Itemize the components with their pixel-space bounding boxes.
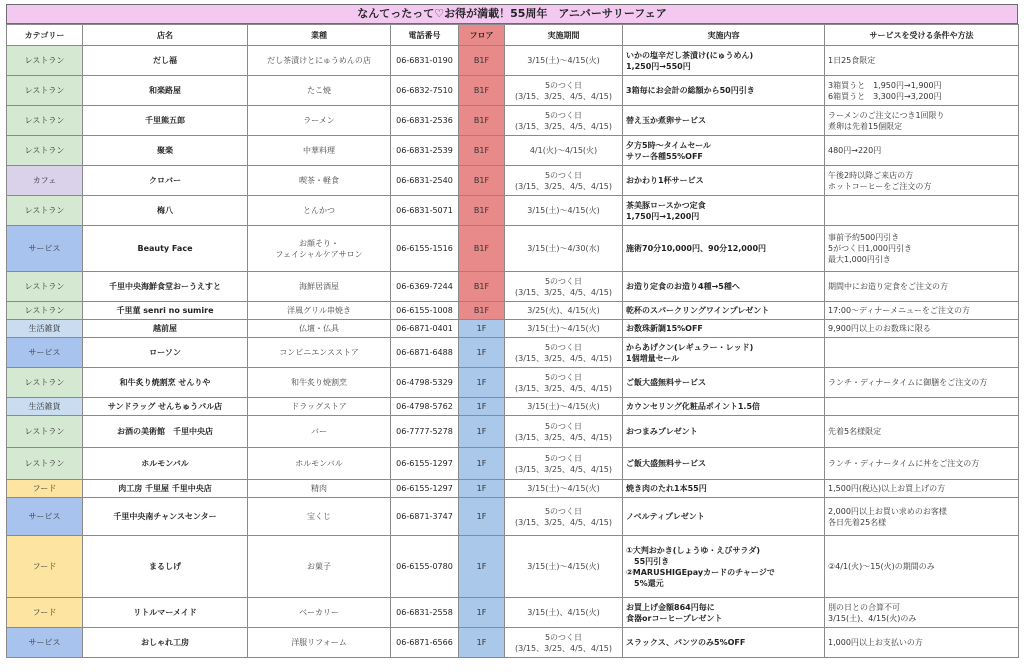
business-type-cell xyxy=(248,480,391,498)
content-cell xyxy=(623,416,825,448)
floor-cell: 1F xyxy=(459,628,505,658)
conditions-cell xyxy=(825,302,1019,320)
conditions-cell xyxy=(825,226,1019,272)
period-cell-line: 5のつく日 xyxy=(544,276,583,286)
business-type-cell xyxy=(248,196,391,226)
category-cell: カフェ xyxy=(7,166,83,196)
conditions-cell xyxy=(825,628,1019,658)
business-type-cell xyxy=(248,598,391,628)
conditions-cell-line: 480円→220円 xyxy=(828,146,882,155)
period-cell xyxy=(505,106,623,136)
table-row xyxy=(7,272,1019,302)
header-floor: フロア xyxy=(459,25,505,46)
table-row xyxy=(7,166,1019,196)
period-cell-line: (3/15、3/25、4/5、4/15) xyxy=(514,287,612,297)
shop-name-cell: だし福 xyxy=(83,46,248,76)
conditions-cell-line: 3箱買うと 1,950円→1,900円 xyxy=(828,80,942,90)
business-type-cell xyxy=(248,338,391,368)
floor-cell: B1F xyxy=(459,106,505,136)
phone-cell: 06-6832-7510 xyxy=(391,76,459,106)
conditions-cell xyxy=(825,448,1019,480)
conditions-cell-line: ランチ・ディナータイムに丼をご注文の方 xyxy=(828,459,980,468)
conditions-cell-line: 別の日との合算不可 xyxy=(828,602,900,612)
period-cell xyxy=(505,536,623,598)
conditions-cell-line: 17:00～ディナーメニューをご注文の方 xyxy=(828,306,971,315)
content-cell xyxy=(623,166,825,196)
header-period: 実施期間 xyxy=(505,25,623,46)
conditions-cell-line: 2,000円以上お買い求めのお客様 xyxy=(828,506,947,516)
period-cell-line: 3/15(土)～4/15(火) xyxy=(527,206,600,215)
category-cell: レストラン xyxy=(7,196,83,226)
header-shop-name: 店名 xyxy=(83,25,248,46)
business-type-cell-line: ラーメン xyxy=(303,116,335,125)
content-cell-line: 施術70分10,000円、90分12,000円 xyxy=(626,244,767,253)
shop-name-cell: 千里中央南チャンスセンター xyxy=(83,498,248,536)
content-cell-line: 5%還元 xyxy=(626,578,664,588)
phone-cell: 06-6831-2558 xyxy=(391,598,459,628)
shop-name-cell: 和牛炙り焼割烹 せんりや xyxy=(83,368,248,398)
phone-cell: 06-6871-6566 xyxy=(391,628,459,658)
table-row xyxy=(7,196,1019,226)
period-cell-line: (3/15、3/25、4/5、4/15) xyxy=(514,91,612,101)
conditions-cell-line: 9,900円以上のお数珠に限る xyxy=(828,324,931,333)
period-cell-line: 5のつく日 xyxy=(544,421,583,431)
floor-cell: 1F xyxy=(459,536,505,598)
phone-cell: 06-6155-1008 xyxy=(391,302,459,320)
business-type-cell-line: ホルモンバル xyxy=(295,459,343,468)
period-cell-line: (3/15、3/25、4/5、4/15) xyxy=(514,432,612,442)
shop-name-cell: おしゃれ工房 xyxy=(83,628,248,658)
conditions-cell-line: 1,500円(税込)以上お買上げの方 xyxy=(828,484,946,493)
conditions-cell xyxy=(825,46,1019,76)
table-row xyxy=(7,536,1019,598)
conditions-cell-line: 煮卵は先着15個限定 xyxy=(828,121,903,131)
period-cell xyxy=(505,272,623,302)
period-cell-line: 5のつく日 xyxy=(544,632,583,642)
content-cell xyxy=(623,46,825,76)
shop-name-cell: お酒の美術館 千里中央店 xyxy=(83,416,248,448)
category-cell: レストラン xyxy=(7,302,83,320)
content-cell xyxy=(623,76,825,106)
phone-cell: 06-6155-1297 xyxy=(391,448,459,480)
table-row xyxy=(7,628,1019,658)
floor-cell: B1F xyxy=(459,166,505,196)
business-type-cell xyxy=(248,166,391,196)
period-cell xyxy=(505,368,623,398)
shop-name-cell: クロバー xyxy=(83,166,248,196)
floor-cell: 1F xyxy=(459,598,505,628)
conditions-cell-line: 先着5名様限定 xyxy=(828,427,882,436)
shop-name-cell: 千里熊五郎 xyxy=(83,106,248,136)
content-cell xyxy=(623,498,825,536)
table-body xyxy=(7,46,1019,658)
floor-cell: B1F xyxy=(459,196,505,226)
period-cell xyxy=(505,320,623,338)
period-cell-line: 5のつく日 xyxy=(544,506,583,516)
conditions-cell-line: 1日25食限定 xyxy=(828,56,876,65)
conditions-cell-line: ランチ・ディナータイムに御膳をご注文の方 xyxy=(828,378,988,387)
business-type-cell xyxy=(248,628,391,658)
header-category: カテゴリー xyxy=(7,25,83,46)
floor-cell: 1F xyxy=(459,338,505,368)
period-cell-line: 5のつく日 xyxy=(544,80,583,90)
category-cell: レストラン xyxy=(7,416,83,448)
conditions-cell-line: 事前予約500円引き xyxy=(828,233,900,242)
content-cell-line: おつまみプレゼント xyxy=(626,427,698,436)
conditions-cell xyxy=(825,76,1019,106)
category-cell: フード xyxy=(7,480,83,498)
conditions-cell xyxy=(825,498,1019,536)
content-cell xyxy=(623,598,825,628)
phone-cell: 06-6871-3747 xyxy=(391,498,459,536)
business-type-cell xyxy=(248,76,391,106)
business-type-cell xyxy=(248,136,391,166)
category-cell: レストラン xyxy=(7,106,83,136)
category-cell: レストラン xyxy=(7,272,83,302)
period-cell-line: 3/15(土)～4/15(火) xyxy=(527,324,600,333)
period-cell-line: 3/15(土)～4/30(水) xyxy=(527,244,600,253)
content-cell xyxy=(623,302,825,320)
table-row xyxy=(7,320,1019,338)
category-cell: レストラン xyxy=(7,46,83,76)
table-row xyxy=(7,106,1019,136)
floor-cell: B1F xyxy=(459,76,505,106)
business-type-cell-line: とんかつ xyxy=(303,206,335,215)
header-conditions: サービスを受ける条件や方法 xyxy=(825,25,1019,46)
table-row xyxy=(7,368,1019,398)
period-cell xyxy=(505,76,623,106)
conditions-cell xyxy=(825,272,1019,302)
table-row xyxy=(7,416,1019,448)
conditions-cell xyxy=(825,338,1019,368)
content-cell-line: ノベルティプレゼント xyxy=(626,512,705,521)
page-title: なんてったって♡お得が満載！55周年 アニバーサリーフェア xyxy=(6,4,1018,24)
business-type-cell-line: 仏壇・仏具 xyxy=(299,324,339,333)
category-cell: サービス xyxy=(7,498,83,536)
flyer xyxy=(6,4,1018,658)
content-cell-line: お買上げ金額864円毎に xyxy=(626,602,715,612)
content-cell-line: 食器orコーヒープレゼント xyxy=(626,613,723,623)
content-cell-line: お造り定食のお造り4種→5種へ xyxy=(626,282,740,291)
period-cell-line: 5のつく日 xyxy=(544,372,583,382)
category-cell: レストラン xyxy=(7,448,83,480)
period-cell-line: 3/15(土)～4/15(火) xyxy=(527,56,600,65)
period-cell xyxy=(505,166,623,196)
content-cell xyxy=(623,448,825,480)
phone-cell: 06-6155-0780 xyxy=(391,536,459,598)
category-cell: サービス xyxy=(7,226,83,272)
shop-name-cell: 越前屋 xyxy=(83,320,248,338)
period-cell-line: 3/15(土)～4/15(火) xyxy=(527,562,600,571)
period-cell xyxy=(505,302,623,320)
conditions-cell-line: 5がつく日1,000円引き xyxy=(828,244,912,253)
business-type-cell xyxy=(248,536,391,598)
table-row xyxy=(7,598,1019,628)
content-cell-line: いかの塩辛だし茶漬け(にゅうめん) xyxy=(626,50,754,60)
period-cell-line: (3/15、3/25、4/5、4/15) xyxy=(514,517,612,527)
table-row xyxy=(7,136,1019,166)
conditions-cell xyxy=(825,480,1019,498)
table-row xyxy=(7,480,1019,498)
content-cell xyxy=(623,320,825,338)
conditions-cell xyxy=(825,598,1019,628)
phone-cell: 06-6831-2536 xyxy=(391,106,459,136)
shop-name-cell: まるしげ xyxy=(83,536,248,598)
period-cell xyxy=(505,46,623,76)
table-row xyxy=(7,448,1019,480)
content-cell-line: 3箱毎にお会計の総額から50円引き xyxy=(626,86,755,95)
conditions-cell-line: 最大1,000円引き xyxy=(828,255,891,264)
business-type-cell-line: 和牛炙り焼割烹 xyxy=(291,378,347,387)
floor-cell: 1F xyxy=(459,416,505,448)
business-type-cell-line: コンビニエンスストア xyxy=(279,348,359,357)
category-cell: レストラン xyxy=(7,136,83,166)
shop-name-cell: ローソン xyxy=(83,338,248,368)
period-cell-line: 5のつく日 xyxy=(544,110,583,120)
table-row xyxy=(7,398,1019,416)
business-type-cell-line: お菓子 xyxy=(307,562,331,571)
content-cell-line: ①大判おかき(しょうゆ・えびサラダ) xyxy=(626,545,761,555)
business-type-cell-line: 海鮮居酒屋 xyxy=(299,282,339,291)
phone-cell: 06-6871-0401 xyxy=(391,320,459,338)
floor-cell: 1F xyxy=(459,320,505,338)
phone-cell: 06-6369-7244 xyxy=(391,272,459,302)
business-type-cell-line: だし茶漬けとにゅうめんの店 xyxy=(267,56,371,65)
phone-cell: 06-4798-5762 xyxy=(391,398,459,416)
period-cell xyxy=(505,416,623,448)
business-type-cell-line: フェイシャルケアサロン xyxy=(275,249,363,259)
phone-cell: 06-6871-6488 xyxy=(391,338,459,368)
period-cell xyxy=(505,136,623,166)
business-type-cell xyxy=(248,448,391,480)
period-cell-line: 3/25(火)、4/15(火) xyxy=(527,306,600,315)
shop-table xyxy=(6,24,1019,658)
category-cell: レストラン xyxy=(7,76,83,106)
content-cell xyxy=(623,398,825,416)
period-cell-line: 3/15(土)～4/15(火) xyxy=(527,402,600,411)
table-header-row xyxy=(7,25,1019,46)
conditions-cell xyxy=(825,196,1019,226)
content-cell-line: 1,750円→1,200円 xyxy=(626,211,700,221)
phone-cell: 06-6831-0190 xyxy=(391,46,459,76)
conditions-cell xyxy=(825,320,1019,338)
content-cell-line: お数珠新調15%OFF xyxy=(626,324,703,333)
content-cell-line: 1,250円→550円 xyxy=(626,61,691,71)
business-type-cell xyxy=(248,226,391,272)
business-type-cell-line: ドラッグストア xyxy=(291,402,347,411)
phone-cell: 06-6831-2539 xyxy=(391,136,459,166)
business-type-cell xyxy=(248,398,391,416)
conditions-cell xyxy=(825,136,1019,166)
phone-cell: 06-4798-5329 xyxy=(391,368,459,398)
period-cell-line: (3/15、3/25、4/5、4/15) xyxy=(514,383,612,393)
business-type-cell xyxy=(248,302,391,320)
period-cell xyxy=(505,628,623,658)
shop-name-cell: サンドラッグ せんちゅうパル店 xyxy=(83,398,248,416)
conditions-cell-line: 期間中にお造り定食をご注文の方 xyxy=(828,282,948,291)
period-cell-line: 5のつく日 xyxy=(544,453,583,463)
content-cell xyxy=(623,272,825,302)
content-cell xyxy=(623,628,825,658)
content-cell-line: 替え玉か煮卵サービス xyxy=(626,116,706,125)
content-cell-line: ②MARUSHIGEpayカードのチャージで xyxy=(626,567,775,577)
table-row xyxy=(7,226,1019,272)
content-cell-line: 夕方5時～タイムセール xyxy=(626,140,711,150)
business-type-cell-line: 精肉 xyxy=(311,484,327,493)
conditions-cell-line: 各日先着25名様 xyxy=(828,517,887,527)
shop-name-cell: Beauty Face xyxy=(83,226,248,272)
period-cell xyxy=(505,398,623,416)
business-type-cell xyxy=(248,498,391,536)
conditions-cell xyxy=(825,166,1019,196)
business-type-cell-line: 洋風グリル串焼き xyxy=(287,306,351,315)
floor-cell: 1F xyxy=(459,498,505,536)
business-type-cell xyxy=(248,320,391,338)
content-cell xyxy=(623,480,825,498)
period-cell-line: 5のつく日 xyxy=(544,170,583,180)
content-cell-line: 1個増量セール xyxy=(626,353,680,363)
business-type-cell xyxy=(248,416,391,448)
conditions-cell xyxy=(825,368,1019,398)
business-type-cell-line: お顔そり・ xyxy=(299,238,339,248)
period-cell-line: (3/15、3/25、4/5、4/15) xyxy=(514,181,612,191)
content-cell-line: ご飯大盛無料サービス xyxy=(626,378,706,387)
period-cell xyxy=(505,448,623,480)
business-type-cell xyxy=(248,368,391,398)
shop-name-cell: 千里中央海鮮食堂おーうえすと xyxy=(83,272,248,302)
period-cell xyxy=(505,480,623,498)
period-cell-line: 3/15(土)、4/15(火) xyxy=(527,608,600,617)
conditions-cell xyxy=(825,536,1019,598)
business-type-cell xyxy=(248,106,391,136)
shop-name-cell: 梅八 xyxy=(83,196,248,226)
content-cell xyxy=(623,196,825,226)
table-row xyxy=(7,46,1019,76)
phone-cell: 06-6155-1516 xyxy=(391,226,459,272)
content-cell-line: 茶美豚ロースかつ定食 xyxy=(626,200,706,210)
floor-cell: 1F xyxy=(459,448,505,480)
content-cell-line: からあげクン(レギュラー・レッド) xyxy=(626,342,754,352)
floor-cell: B1F xyxy=(459,226,505,272)
table-row xyxy=(7,338,1019,368)
period-cell-line: (3/15、3/25、4/5、4/15) xyxy=(514,643,612,653)
period-cell xyxy=(505,598,623,628)
business-type-cell-line: 喫茶・軽食 xyxy=(299,176,339,185)
business-type-cell-line: たこ焼 xyxy=(307,86,331,95)
conditions-cell xyxy=(825,398,1019,416)
content-cell xyxy=(623,368,825,398)
phone-cell: 06-6831-2540 xyxy=(391,166,459,196)
floor-cell: 1F xyxy=(459,480,505,498)
business-type-cell-line: 中華料理 xyxy=(303,146,335,155)
content-cell-line: サワー各種55%OFF xyxy=(626,151,703,161)
period-cell-line: 4/1(火)～4/15(火) xyxy=(529,146,598,155)
conditions-cell-line: ホットコーヒーをご注文の方 xyxy=(828,181,932,191)
business-type-cell-line: バー xyxy=(311,427,327,436)
category-cell: 生活雑貨 xyxy=(7,398,83,416)
conditions-cell-line: 6箱買うと 3,300円→3,200円 xyxy=(828,91,942,101)
category-cell: サービス xyxy=(7,338,83,368)
table-row xyxy=(7,76,1019,106)
period-cell-line: (3/15、3/25、4/5、4/15) xyxy=(514,353,612,363)
conditions-cell-line: 午後2時以降ご来店の方 xyxy=(828,170,914,180)
content-cell xyxy=(623,536,825,598)
table-row xyxy=(7,498,1019,536)
period-cell-line: 5のつく日 xyxy=(544,342,583,352)
content-cell xyxy=(623,338,825,368)
phone-cell: 06-6155-1297 xyxy=(391,480,459,498)
content-cell-line: カウンセリング化粧品ポイント1.5倍 xyxy=(626,402,761,411)
business-type-cell xyxy=(248,272,391,302)
floor-cell: B1F xyxy=(459,136,505,166)
period-cell-line: (3/15、3/25、4/5、4/15) xyxy=(514,464,612,474)
phone-cell: 06-7777-5278 xyxy=(391,416,459,448)
floor-cell: B1F xyxy=(459,272,505,302)
header-content: 実施内容 xyxy=(623,25,825,46)
period-cell xyxy=(505,498,623,536)
content-cell-line: 55円引き xyxy=(626,556,670,566)
conditions-cell-line: ラーメンのご注文につき1回限り xyxy=(828,110,945,120)
content-cell xyxy=(623,106,825,136)
shop-name-cell: リトルマーメイド xyxy=(83,598,248,628)
period-cell xyxy=(505,338,623,368)
content-cell xyxy=(623,226,825,272)
shop-name-cell: 聚楽 xyxy=(83,136,248,166)
conditions-cell-line: 3/15(土)、4/15(火)のみ xyxy=(828,613,917,623)
conditions-cell xyxy=(825,106,1019,136)
content-cell-line: 焼き肉のたれ1本55円 xyxy=(626,484,707,493)
period-cell xyxy=(505,226,623,272)
category-cell: サービス xyxy=(7,628,83,658)
floor-cell: B1F xyxy=(459,302,505,320)
conditions-cell-line: 1,000円以上お支払いの方 xyxy=(828,638,923,647)
period-cell xyxy=(505,196,623,226)
content-cell-line: スラックス、パンツのみ5%OFF xyxy=(626,638,746,647)
shop-name-cell: 肉工房 千里屋 千里中央店 xyxy=(83,480,248,498)
business-type-cell-line: 宝くじ xyxy=(307,512,331,521)
business-type-cell xyxy=(248,46,391,76)
content-cell-line: ご飯大盛無料サービス xyxy=(626,459,706,468)
period-cell-line: 3/15(土)～4/15(火) xyxy=(527,484,600,493)
business-type-cell-line: ベーカリー xyxy=(299,608,339,617)
content-cell-line: おかわり1杯サービス xyxy=(626,176,704,185)
header-phone: 電話番号 xyxy=(391,25,459,46)
conditions-cell xyxy=(825,416,1019,448)
conditions-cell-line: ②4/1(火)～15(火)の期間のみ xyxy=(828,562,935,571)
floor-cell: B1F xyxy=(459,46,505,76)
phone-cell: 06-6831-5071 xyxy=(391,196,459,226)
content-cell xyxy=(623,136,825,166)
category-cell: フード xyxy=(7,536,83,598)
floor-cell: 1F xyxy=(459,398,505,416)
shop-name-cell: 千里菫 senri no sumire xyxy=(83,302,248,320)
shop-name-cell: ホルモンバル xyxy=(83,448,248,480)
period-cell-line: (3/15、3/25、4/5、4/15) xyxy=(514,121,612,131)
content-cell-line: 乾杯のスパークリングワインプレゼント xyxy=(626,306,770,315)
category-cell: 生活雑貨 xyxy=(7,320,83,338)
business-type-cell-line: 洋服リフォーム xyxy=(291,638,347,647)
category-cell: レストラン xyxy=(7,368,83,398)
shop-name-cell: 和楽路屋 xyxy=(83,76,248,106)
category-cell: フード xyxy=(7,598,83,628)
table-row xyxy=(7,302,1019,320)
header-business-type: 業種 xyxy=(248,25,391,46)
floor-cell: 1F xyxy=(459,368,505,398)
